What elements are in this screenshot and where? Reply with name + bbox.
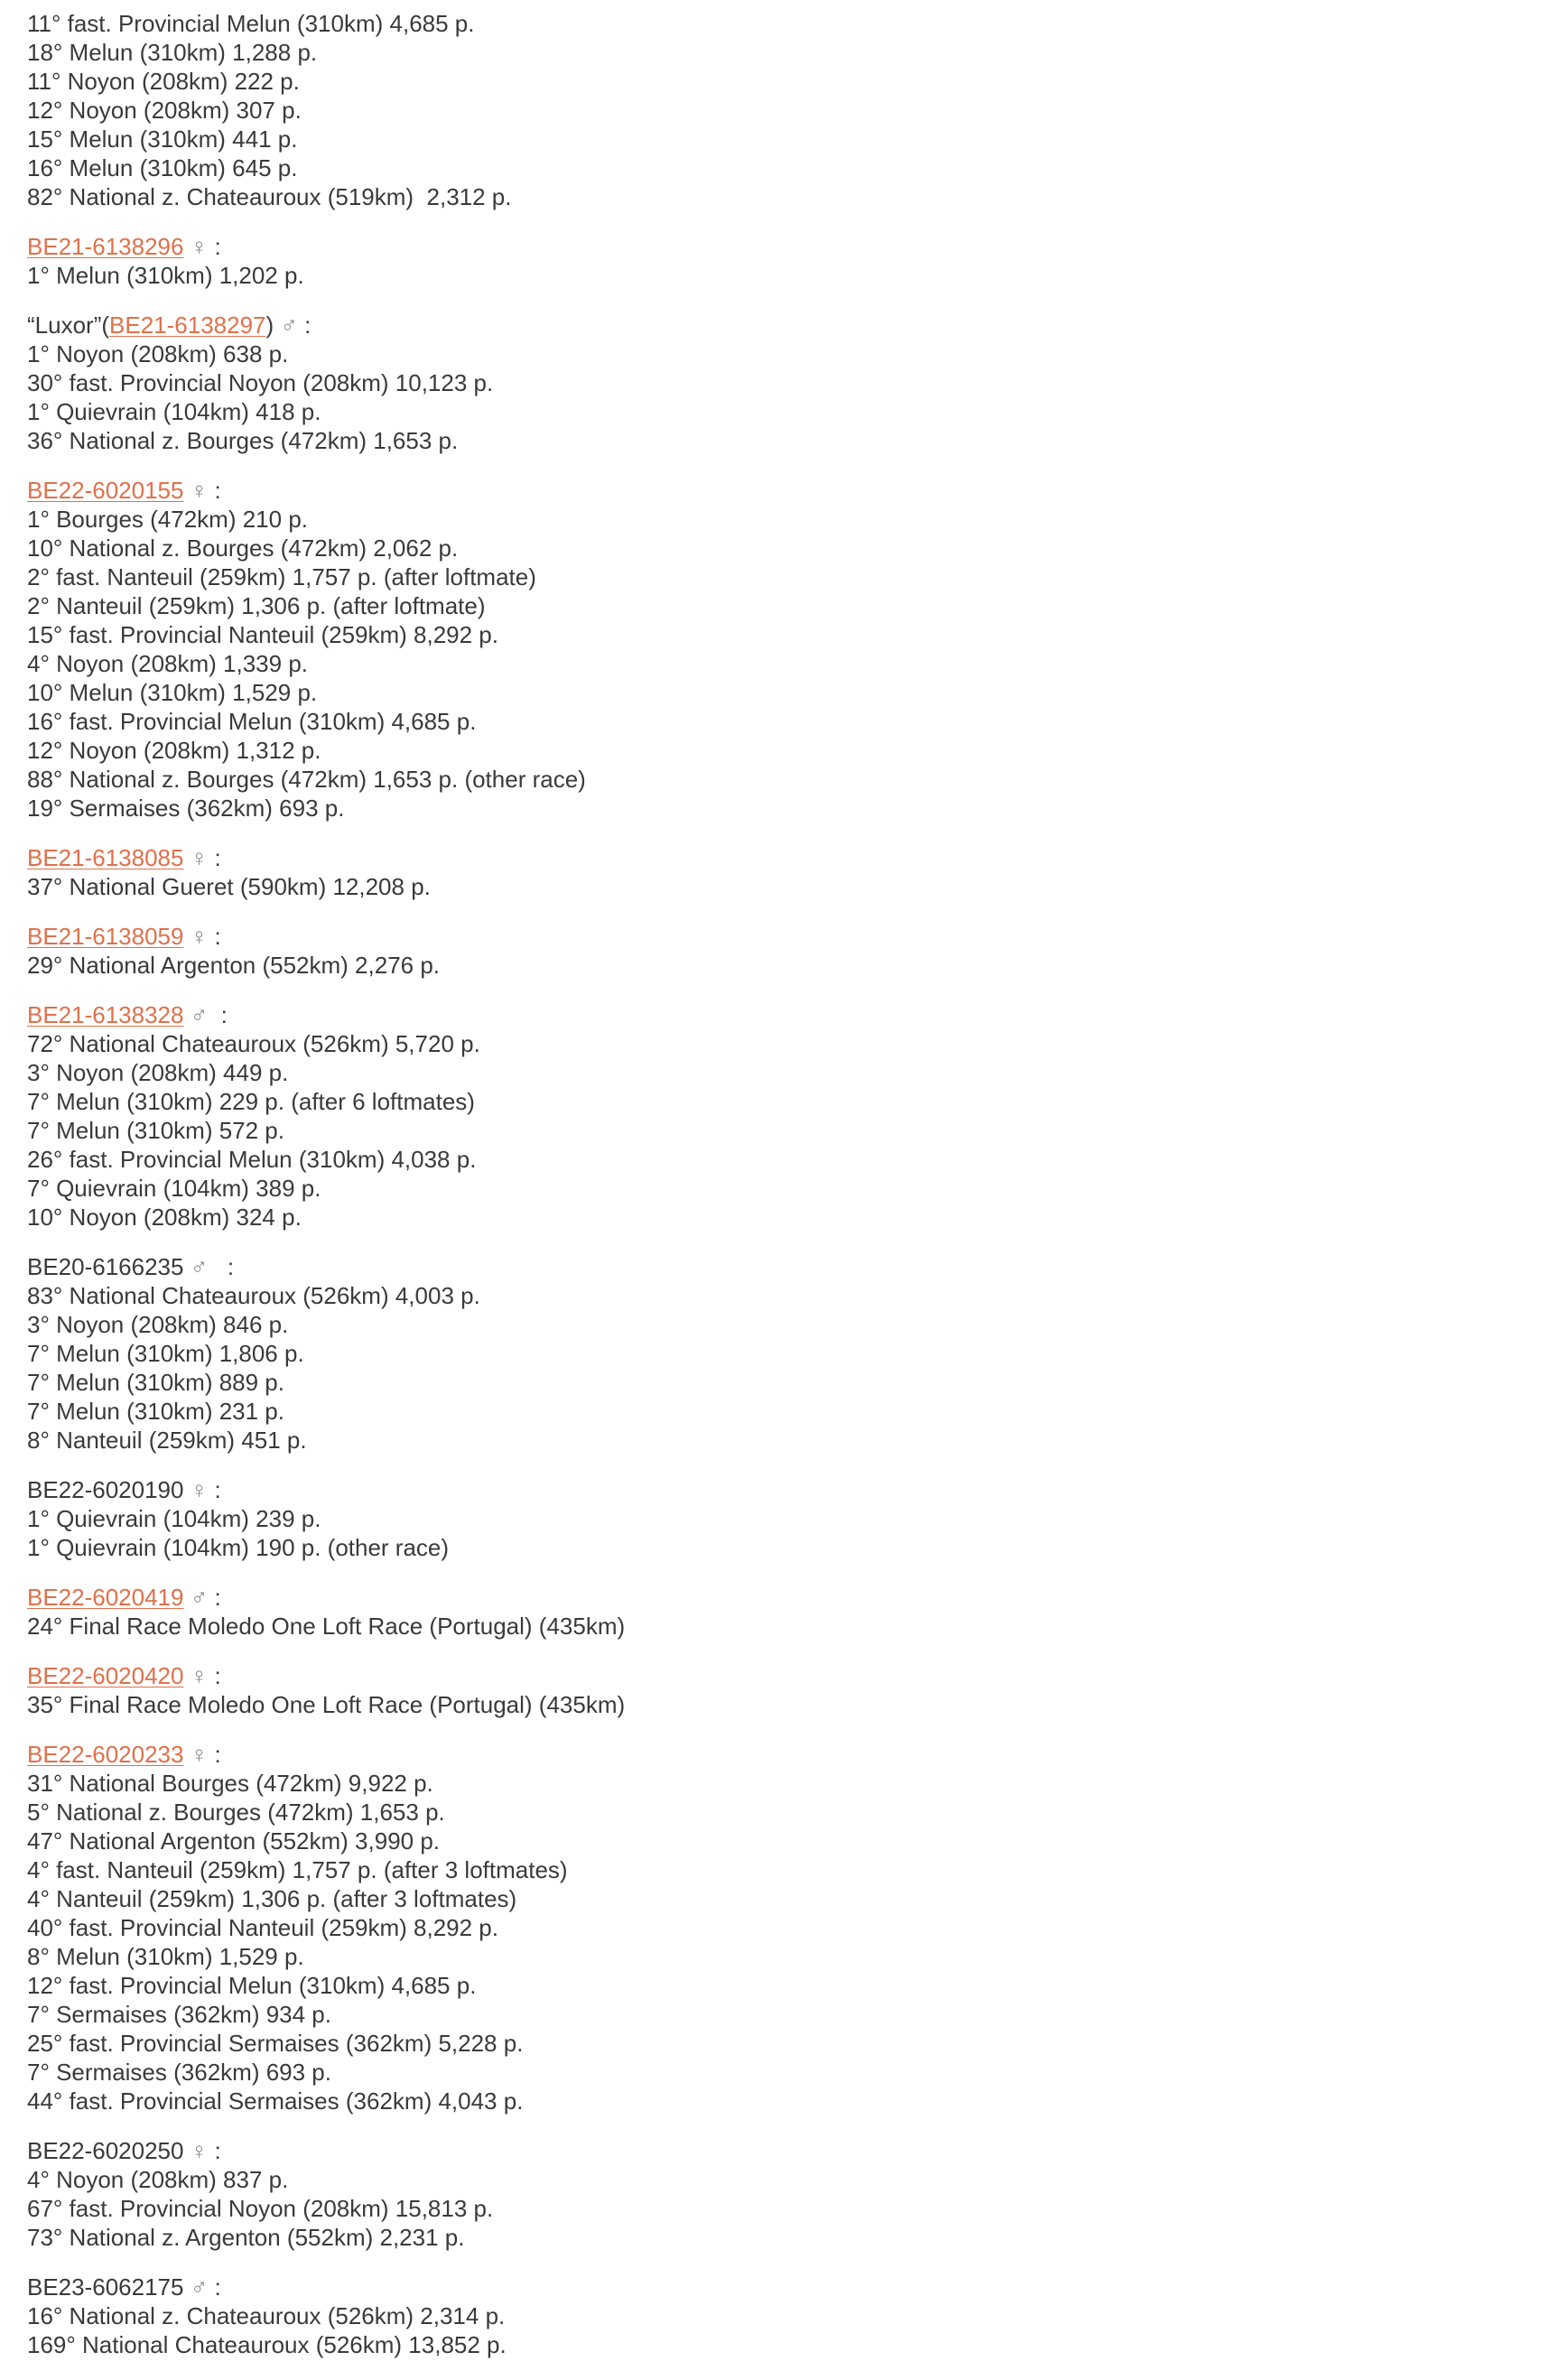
race-result: 12° fast. Provincial Melun (310km) 4,685 p. bbox=[27, 1972, 477, 1999]
race-result: 12° Noyon (208km) 307 p. bbox=[27, 97, 302, 124]
pigeon-entry bbox=[27, 1661, 1526, 1719]
race-result: 24° Final Race Moledo One Loft Race (Portugal) (435km) bbox=[27, 1613, 626, 1640]
header-colon: : bbox=[208, 233, 221, 260]
race-result: 10° Melun (310km) 1,529 p. bbox=[27, 679, 318, 706]
race-result: 72° National Chateauroux (526km) 5,720 p. bbox=[27, 1030, 480, 1057]
male-symbol-icon: ♂ bbox=[280, 311, 298, 339]
race-result: 19° Sermaises (362km) 693 p. bbox=[27, 795, 345, 822]
race-result: 3° Noyon (208km) 846 p. bbox=[27, 1311, 289, 1338]
race-result: 1° Bourges (472km) 210 p. bbox=[27, 506, 309, 533]
ring-number-link[interactable]: BE21-6138085 bbox=[27, 844, 184, 871]
female-symbol-icon: ♀ bbox=[190, 1662, 209, 1689]
ring-number-link[interactable]: BE22-6020419 bbox=[27, 1584, 184, 1611]
ring-number-link[interactable]: BE21-6138059 bbox=[27, 923, 184, 950]
header-colon: : bbox=[297, 311, 312, 339]
pigeon-header bbox=[27, 232, 1526, 261]
pigeon-name: “Luxor”( bbox=[27, 311, 110, 339]
header-colon: : bbox=[208, 1476, 221, 1503]
race-result: 7° Melun (310km) 229 p. (after 6 loftmates) bbox=[27, 1088, 475, 1115]
pigeon-header bbox=[27, 1661, 1526, 1690]
ring-number-link[interactable]: BE21-6138296 bbox=[27, 233, 184, 260]
pigeon-entry bbox=[27, 232, 1526, 290]
ring-number-link[interactable]: BE22-6020420 bbox=[27, 1662, 184, 1689]
ring-number-link[interactable]: BE22-6020155 bbox=[27, 477, 184, 504]
male-symbol-icon: ♂ bbox=[190, 1253, 209, 1280]
race-result: 26° fast. Provincial Melun (310km) 4,038 p. bbox=[27, 1146, 477, 1173]
race-result: 4° fast. Nanteuil (259km) 1,757 p. (after 3 loftmates) bbox=[27, 1856, 568, 1883]
race-result: 7° Quievrain (104km) 389 p. bbox=[27, 1175, 321, 1202]
pigeon-name-close: ) bbox=[265, 311, 274, 339]
pigeon-entry bbox=[27, 1583, 1526, 1641]
header-colon: : bbox=[208, 1001, 228, 1028]
race-result: 82° National z. Chateauroux (519km) 2,312 p. bbox=[27, 183, 512, 210]
header-colon: : bbox=[208, 1741, 221, 1768]
race-result: 11° Noyon (208km) 222 p. bbox=[27, 68, 300, 95]
race-result: 2° Nanteuil (259km) 1,306 p. (after loftmate) bbox=[27, 592, 486, 619]
pigeon-header bbox=[27, 476, 1526, 505]
header-colon: : bbox=[208, 477, 221, 504]
race-result: 15° Melun (310km) 441 p. bbox=[27, 126, 298, 153]
pigeon-entry bbox=[27, 9, 1526, 211]
ring-number-link[interactable]: BE22-6020233 bbox=[27, 1741, 184, 1768]
race-result: 37° National Gueret (590km) 12,208 p. bbox=[27, 873, 431, 900]
pigeon-entry bbox=[27, 1252, 1526, 1455]
race-result: 1° Quievrain (104km) 190 p. (other race) bbox=[27, 1534, 450, 1561]
header-colon: : bbox=[208, 1662, 221, 1689]
race-result: 36° National z. Bourges (472km) 1,653 p. bbox=[27, 427, 459, 454]
race-result: 15° fast. Provincial Nanteuil (259km) 8,292 p. bbox=[27, 621, 498, 648]
race-result: 4° Noyon (208km) 1,339 p. bbox=[27, 650, 309, 677]
header-colon: : bbox=[208, 923, 221, 950]
male-symbol-icon: ♂ bbox=[190, 1584, 209, 1611]
race-result: 40° fast. Provincial Nanteuil (259km) 8,292 p. bbox=[27, 1914, 498, 1941]
pigeon-header bbox=[27, 1252, 1526, 1281]
race-result: 7° Melun (310km) 572 p. bbox=[27, 1117, 284, 1144]
race-result: 83° National Chateauroux (526km) 4,003 p. bbox=[27, 1282, 480, 1309]
race-result: 4° Nanteuil (259km) 1,306 p. (after 3 loftmates) bbox=[27, 1885, 517, 1912]
race-result: 88° National z. Bourges (472km) 1,653 p. (other race) bbox=[27, 766, 586, 793]
ring-number: BE23-6062175 bbox=[27, 2273, 184, 2301]
race-result: 35° Final Race Moledo One Loft Race (Portugal) (435km) bbox=[27, 1691, 626, 1718]
header-colon: : bbox=[208, 2137, 221, 2164]
race-result: 7° Melun (310km) 889 p. bbox=[27, 1369, 284, 1396]
pigeon-entry bbox=[27, 476, 1526, 823]
race-result: 12° Noyon (208km) 1,312 p. bbox=[27, 737, 321, 764]
pigeon-entry bbox=[27, 311, 1526, 455]
race-result: 3° Noyon (208km) 449 p. bbox=[27, 1059, 289, 1086]
pigeon-header bbox=[27, 843, 1526, 872]
race-result: 30° fast. Provincial Noyon (208km) 10,123 p. bbox=[27, 369, 494, 396]
race-result: 29° National Argenton (552km) 2,276 p. bbox=[27, 952, 441, 979]
pigeon-entry bbox=[27, 2136, 1526, 2252]
race-result: 31° National Bourges (472km) 9,922 p. bbox=[27, 1770, 433, 1797]
pigeon-entry bbox=[27, 1740, 1526, 2115]
ring-number: BE22-6020250 bbox=[27, 2137, 184, 2164]
race-result: 67° fast. Provincial Noyon (208km) 15,813 p. bbox=[27, 2195, 494, 2222]
pigeon-entry bbox=[27, 843, 1526, 901]
male-symbol-icon: ♂ bbox=[190, 2273, 209, 2301]
pigeon-entry bbox=[27, 2273, 1526, 2359]
race-result: 1° Quievrain (104km) 239 p. bbox=[27, 1505, 321, 1532]
race-result: 7° Melun (310km) 1,806 p. bbox=[27, 1340, 304, 1367]
race-result: 1° Melun (310km) 1,202 p. bbox=[27, 262, 304, 289]
ring-number: BE22-6020190 bbox=[27, 1476, 184, 1503]
female-symbol-icon: ♀ bbox=[190, 233, 209, 260]
pigeon-entry bbox=[27, 1475, 1526, 1562]
female-symbol-icon: ♀ bbox=[190, 1476, 209, 1503]
race-result: 169° National Chateauroux (526km) 13,852 p. bbox=[27, 2331, 507, 2358]
pigeon-header bbox=[27, 2273, 1526, 2301]
female-symbol-icon: ♀ bbox=[190, 844, 209, 871]
race-result: 16° Melun (310km) 645 p. bbox=[27, 154, 298, 181]
race-result: 8° Nanteuil (259km) 451 p. bbox=[27, 1427, 307, 1454]
header-colon: : bbox=[208, 844, 221, 871]
race-result: 4° Noyon (208km) 837 p. bbox=[27, 2166, 289, 2193]
female-symbol-icon: ♀ bbox=[190, 923, 209, 950]
male-symbol-icon: ♂ bbox=[190, 1001, 209, 1028]
race-result: 7° Melun (310km) 231 p. bbox=[27, 1398, 284, 1425]
pigeon-header bbox=[27, 1475, 1526, 1504]
ring-number-link[interactable]: BE21-6138297 bbox=[109, 311, 266, 339]
pigeon-entry bbox=[27, 922, 1526, 980]
header-colon: : bbox=[208, 2273, 221, 2301]
race-result: 73° National z. Argenton (552km) 2,231 p. bbox=[27, 2224, 465, 2251]
race-result: 25° fast. Provincial Sermaises (362km) 5,228 p. bbox=[27, 2030, 524, 2057]
race-result: 5° National z. Bourges (472km) 1,653 p. bbox=[27, 1799, 445, 1826]
header-colon: : bbox=[208, 1584, 221, 1611]
pigeon-header bbox=[27, 311, 1526, 339]
race-result: 1° Quievrain (104km) 418 p. bbox=[27, 398, 321, 425]
header-colon: : bbox=[208, 1253, 235, 1280]
female-symbol-icon: ♀ bbox=[190, 1741, 209, 1768]
pigeon-header bbox=[27, 922, 1526, 951]
pigeon-header bbox=[27, 1740, 1526, 1769]
race-result: 1° Noyon (208km) 638 p. bbox=[27, 340, 289, 367]
female-symbol-icon: ♀ bbox=[190, 477, 209, 504]
race-result: 2° fast. Nanteuil (259km) 1,757 p. (after loftmate) bbox=[27, 563, 536, 590]
race-result: 10° National z. Bourges (472km) 2,062 p. bbox=[27, 535, 459, 562]
female-symbol-icon: ♀ bbox=[190, 2137, 209, 2164]
pigeon-header bbox=[27, 1000, 1526, 1029]
race-result: 44° fast. Provincial Sermaises (362km) 4,043 p. bbox=[27, 2087, 524, 2115]
race-result: 7° Sermaises (362km) 934 p. bbox=[27, 2001, 331, 2028]
pigeon-entry bbox=[27, 1000, 1526, 1232]
pigeon-header bbox=[27, 1583, 1526, 1612]
race-result: 8° Melun (310km) 1,529 p. bbox=[27, 1943, 304, 1970]
race-result: 11° fast. Provincial Melun (310km) 4,685 p. bbox=[27, 10, 475, 37]
race-result: 10° Noyon (208km) 324 p. bbox=[27, 1204, 302, 1231]
ring-number: BE20-6166235 bbox=[27, 1253, 184, 1280]
race-result: 16° fast. Provincial Melun (310km) 4,685 p. bbox=[27, 708, 477, 735]
race-result: 18° Melun (310km) 1,288 p. bbox=[27, 39, 318, 66]
pigeon-header bbox=[27, 2136, 1526, 2165]
race-result: 16° National z. Chateauroux (526km) 2,314 p. bbox=[27, 2302, 506, 2329]
ring-number-link[interactable]: BE21-6138328 bbox=[27, 1001, 184, 1028]
pigeon-results-document bbox=[27, 9, 1526, 2380]
race-result: 47° National Argenton (552km) 3,990 p. bbox=[27, 1827, 441, 1855]
race-result: 7° Sermaises (362km) 693 p. bbox=[27, 2059, 331, 2086]
